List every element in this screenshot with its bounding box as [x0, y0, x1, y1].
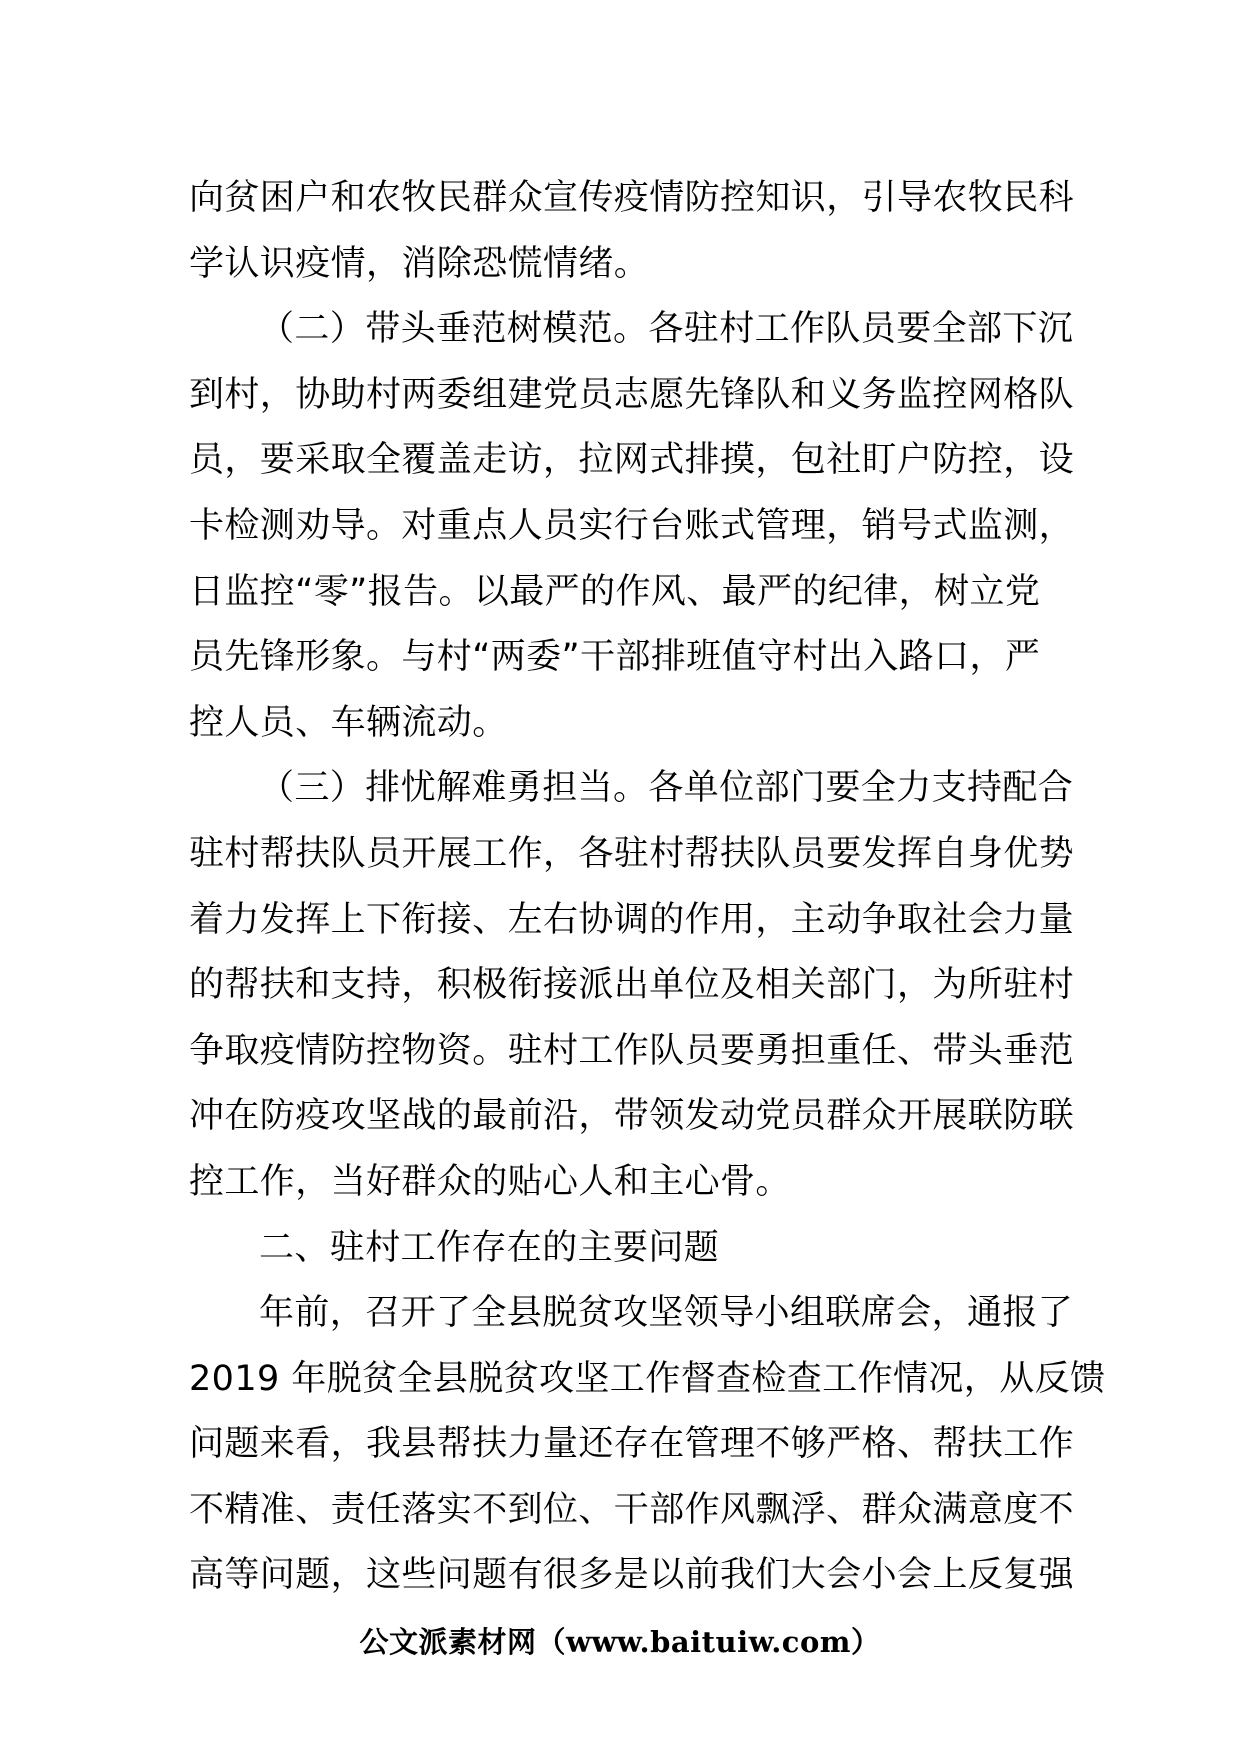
text-line: 到村，协助村两委组建党员志愿先锋队和义务监控网格队 — [189, 374, 1075, 415]
paragraph-first-line: （三）排忧解难勇担当。各单位部门要全力支持配合 — [259, 768, 1074, 809]
text-line: 驻村帮扶队员开展工作，各驻村帮扶队员要发挥自身优势 — [189, 833, 1075, 874]
section-heading: 二、驻村工作存在的主要问题 — [259, 1227, 720, 1268]
text-line: 2019 年脱贫全县脱贫攻坚工作督查检查工作情况，从反馈 — [189, 1358, 1106, 1399]
text-line: 问题来看，我县帮扶力量还存在管理不够严格、帮扶工作 — [189, 1424, 1075, 1465]
text-line: 卡检测劝导。对重点人员实行台账式管理，销号式监测， — [189, 505, 1075, 546]
text-line: 争取疫情防控物资。驻村工作队员要勇担重任、带头垂范 — [189, 1030, 1075, 1071]
text-line: 控工作，当好群众的贴心人和主心骨。 — [189, 1161, 791, 1202]
paragraph-first-line: 年前，召开了全县脱贫攻坚领导小组联席会，通报了 — [259, 1293, 1074, 1334]
text-line: 日监控“零”报告。以最严的作风、最严的纪律，树立党 — [189, 571, 1041, 612]
text-line: 员先锋形象。与村“两委”干部排班值守村出入路口，严 — [189, 637, 1041, 678]
text-line: 着力发挥上下衔接、左右协调的作用，主动争取社会力量 — [189, 899, 1075, 940]
text-line: 高等问题，这些问题有很多是以前我们大会小会上反复强 — [189, 1555, 1075, 1596]
document-body — [189, 166, 1106, 1609]
text-line: 不精准、责任落实不到位、干部作风飘浮、群众满意度不 — [189, 1489, 1075, 1530]
text-line: 学认识疫情，消除恐慌情绪。 — [189, 243, 650, 284]
text-line: 员，要采取全覆盖走访，拉网式排摸，包社盯户防控，设 — [189, 440, 1075, 481]
text-line: 的帮扶和支持，积极衔接派出单位及相关部门，为所驻村 — [189, 965, 1075, 1006]
page-footer-watermark: 公文派素材网（www.baituiw.com） — [359, 1625, 881, 1659]
paragraph-first-line: （二）带头垂范树模范。各驻村工作队员要全部下沉 — [259, 309, 1074, 350]
text-line: 冲在防疫攻坚战的最前沿，带领发动党员群众开展联防联 — [189, 1096, 1075, 1137]
text-line: 向贫困户和农牧民群众宣传疫情防控知识，引导农牧民科 — [189, 178, 1075, 218]
text-line: 控人员、车辆流动。 — [189, 702, 508, 743]
